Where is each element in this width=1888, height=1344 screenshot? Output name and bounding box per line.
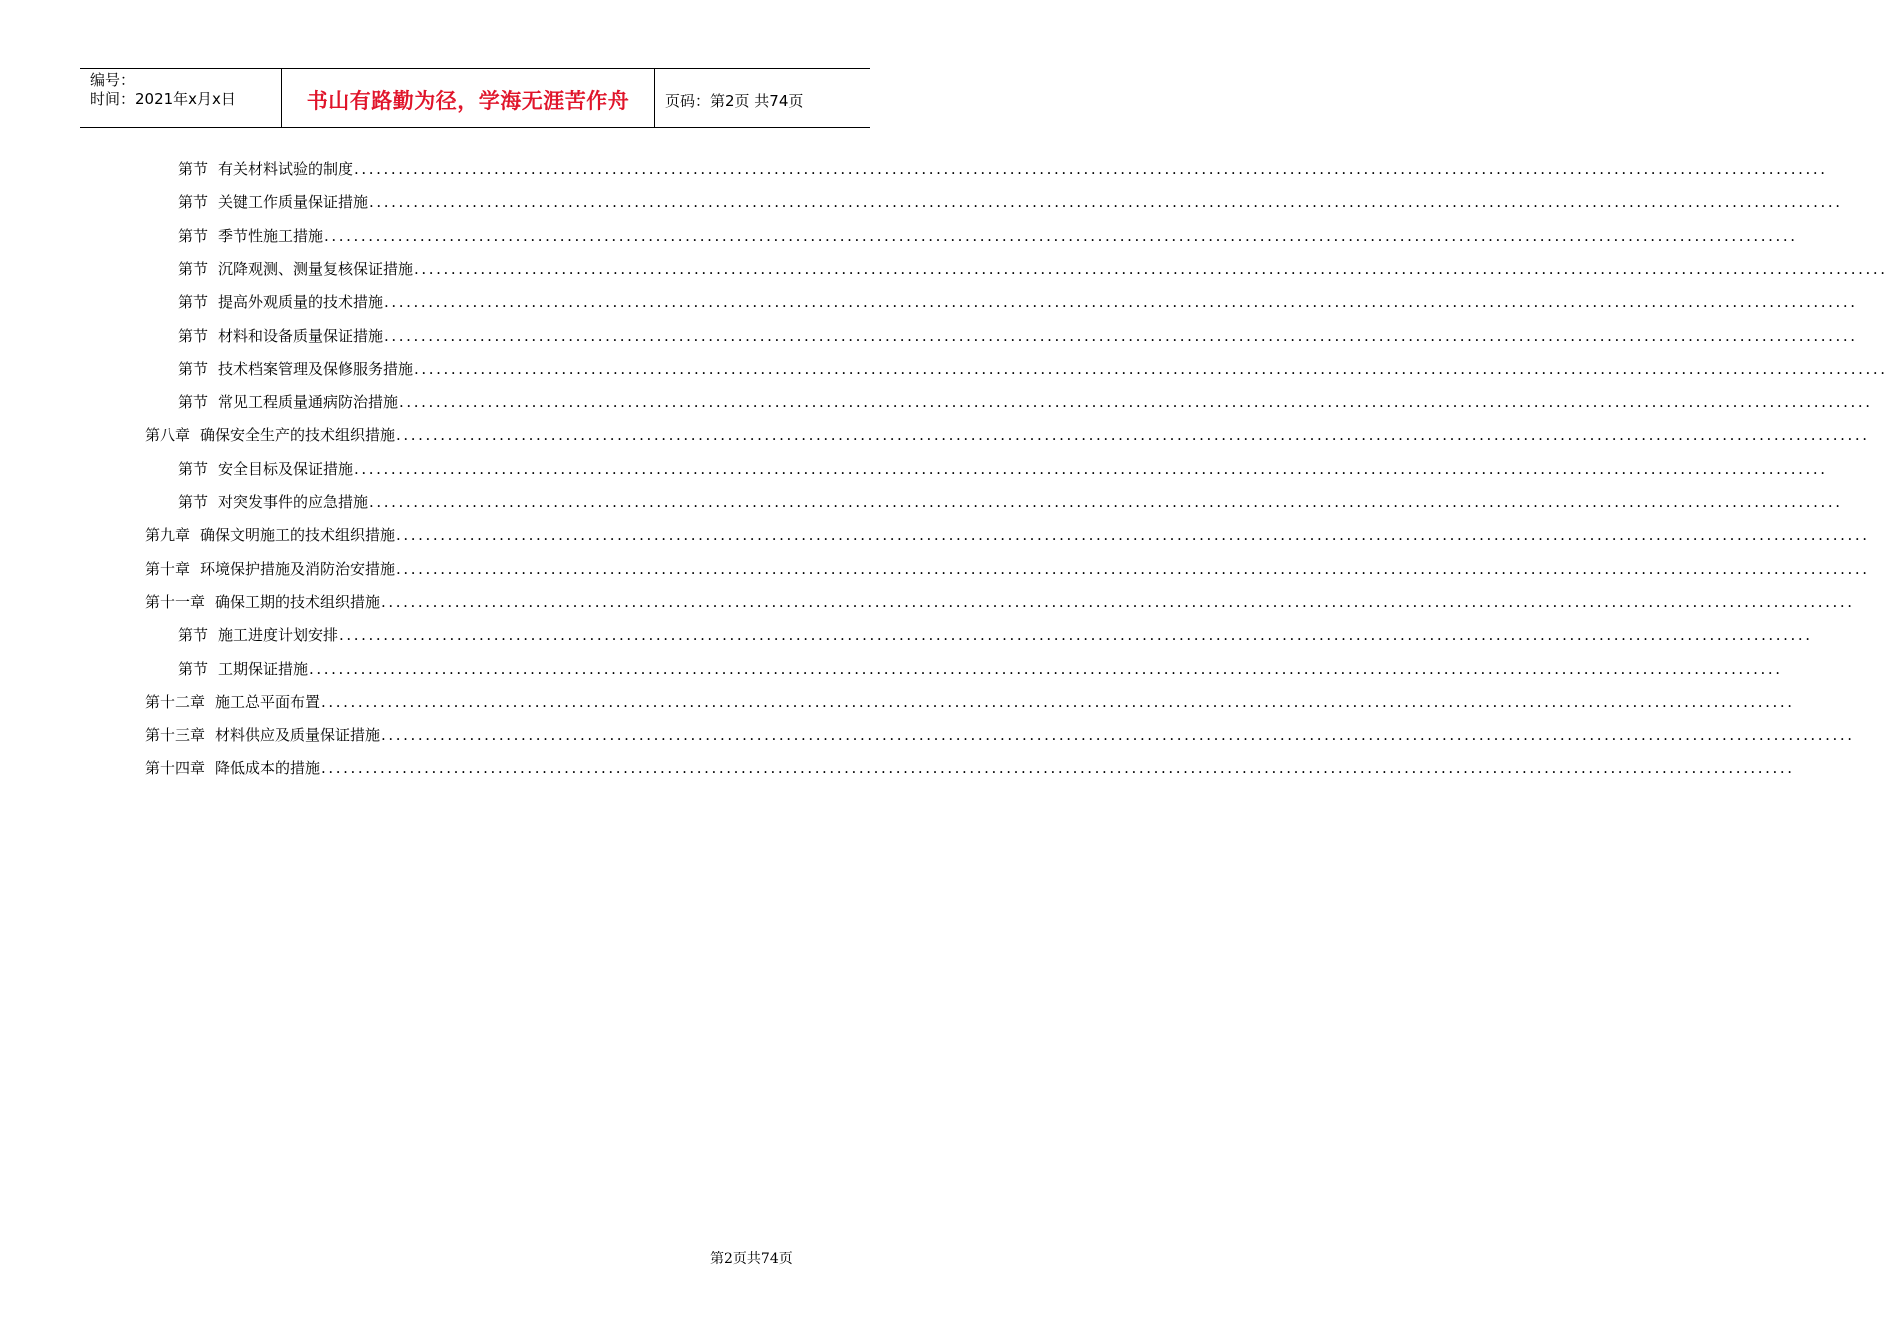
toc-entry-number: 第节 — [178, 293, 209, 312]
header-page-info-cell — [655, 69, 870, 127]
toc-entry — [178, 225, 1798, 247]
toc-entry-title: 确保安全生产的技术组织措施 — [200, 426, 396, 445]
toc-leader-dots: ........................................................................................................................................................................................................ — [414, 359, 1888, 378]
toc-entry-number: 第节 — [178, 459, 209, 478]
toc-entry-number: 第节 — [178, 626, 209, 645]
toc-entry — [145, 558, 1870, 580]
toc-leader-dots: ........................................................................................................................................................................................................ — [369, 193, 1843, 212]
toc-entry-number: 第节 — [178, 659, 209, 678]
toc-entry-title: 施工总平面布置 — [215, 692, 321, 711]
toc-entry-number: 第八章 — [145, 426, 191, 445]
toc-entry — [178, 258, 1888, 280]
toc-entry-title: 有关材料试验的制度 — [218, 160, 354, 178]
time-label: 时间：2021年x月x日 — [90, 90, 236, 108]
toc-leader-dots: ........................................................................................................................................................................................................ — [354, 160, 1828, 178]
toc-entry-number: 第节 — [178, 493, 209, 511]
toc-entry-number: 第十一章 — [145, 592, 206, 611]
toc-entry — [145, 691, 1795, 713]
toc-entry — [178, 158, 1828, 180]
page-info: 页码：第2页 共74页 — [665, 91, 804, 110]
toc-entry-title: 材料供应及质量保证措施 — [215, 726, 381, 745]
toc-leader-dots: ........................................................................................................................................................................................................ — [354, 459, 1828, 478]
toc-entry-number: 第九章 — [145, 526, 191, 545]
toc-entry — [178, 291, 1858, 313]
toc-leader-dots: ........................................................................................................................................................................................................ — [414, 259, 1888, 278]
page-header — [80, 68, 870, 128]
toc-entry-title: 技术档案管理及保修服务措施 — [218, 359, 414, 378]
toc-leader-dots: ........................................................................................................................................................................................................ — [321, 759, 1795, 778]
toc-entry — [178, 358, 1888, 380]
toc-entry-title: 降低成本的措施 — [215, 759, 321, 778]
toc-leader-dots: ........................................................................................................................................................................................................ — [399, 393, 1873, 412]
toc-entry-number: 第节 — [178, 160, 209, 178]
code-label: 编号： — [90, 71, 136, 89]
toc-entry — [178, 658, 1783, 680]
toc-entry-number: 第十四章 — [145, 759, 206, 778]
toc-entry-number: 第十章 — [145, 559, 191, 578]
toc-entry — [178, 458, 1828, 480]
motto: 书山有路勤为径，学海无涯苦作舟 — [306, 89, 630, 113]
toc-entry-title: 材料和设备质量保证措施 — [218, 326, 384, 345]
toc-leader-dots: ........................................................................................................................................................................................................ — [321, 692, 1795, 711]
toc-entry-number: 第节 — [178, 259, 209, 278]
toc-leader-dots: ........................................................................................................................................................................................................ — [384, 326, 1858, 345]
toc-entry-title: 季节性施工措施 — [218, 226, 324, 245]
toc-leader-dots: ........................................................................................................................................................................................................ — [309, 659, 1783, 678]
toc-entry-number: 第节 — [178, 193, 209, 212]
toc-entry-title: 施工进度计划安排 — [218, 626, 339, 645]
toc-leader-dots: ........................................................................................................................................................................................................ — [396, 559, 1870, 578]
toc-entry-title: 环境保护措施及消防治安措施 — [200, 559, 396, 578]
toc-entry — [145, 591, 1855, 613]
toc-entry — [178, 624, 1813, 646]
toc-entry-title: 沉降观测、测量复核保证措施 — [218, 259, 414, 278]
toc-leader-dots: ........................................................................................................................................................................................................ — [369, 493, 1843, 511]
toc-entry-number: 第十二章 — [145, 692, 206, 711]
toc-leader-dots: ........................................................................................................................................................................................................ — [396, 426, 1870, 445]
header-motto-cell — [282, 69, 655, 127]
toc-entry-number: 第节 — [178, 226, 209, 245]
toc-entry — [178, 191, 1843, 213]
toc-leader-dots: ........................................................................................................................................................................................................ — [339, 626, 1813, 645]
toc-entry-number: 第节 — [178, 393, 209, 412]
toc-entry-title: 提高外观质量的技术措施 — [218, 293, 384, 312]
toc-entry-title: 确保工期的技术组织措施 — [215, 592, 381, 611]
toc-leader-dots: ........................................................................................................................................................................................................ — [381, 726, 1855, 745]
toc-entry-number: 第节 — [178, 359, 209, 378]
toc-entry-number: 第十三章 — [145, 726, 206, 745]
toc-leader-dots: ........................................................................................................................................................................................................ — [396, 526, 1870, 545]
toc-entry-title: 关键工作质量保证措施 — [218, 193, 369, 212]
toc-leader-dots: ........................................................................................................................................................................................................ — [384, 293, 1858, 312]
toc-entry — [178, 325, 1858, 347]
toc-entry-title: 常见工程质量通病防治措施 — [218, 393, 399, 412]
toc-entry — [178, 391, 1873, 413]
toc-entry-title: 工期保证措施 — [218, 659, 309, 678]
toc-leader-dots: ........................................................................................................................................................................................................ — [324, 226, 1798, 245]
toc-entry — [178, 491, 1843, 513]
toc-entry-number: 第节 — [178, 326, 209, 345]
toc-entry — [145, 757, 1795, 779]
header-meta — [80, 69, 282, 127]
toc-entry — [145, 424, 1870, 446]
toc-entry-title: 安全目标及保证措施 — [218, 459, 354, 478]
toc-entry-title: 确保文明施工的技术组织措施 — [200, 526, 396, 545]
toc-entry — [145, 524, 1870, 546]
toc-entry-title: 对突发事件的应急措施 — [218, 493, 369, 511]
toc-leader-dots: ........................................................................................................................................................................................................ — [381, 592, 1855, 611]
toc-entry — [145, 724, 1855, 746]
footer-page-number: 第2页共74页 — [710, 1251, 793, 1267]
page-footer — [710, 1248, 793, 1268]
